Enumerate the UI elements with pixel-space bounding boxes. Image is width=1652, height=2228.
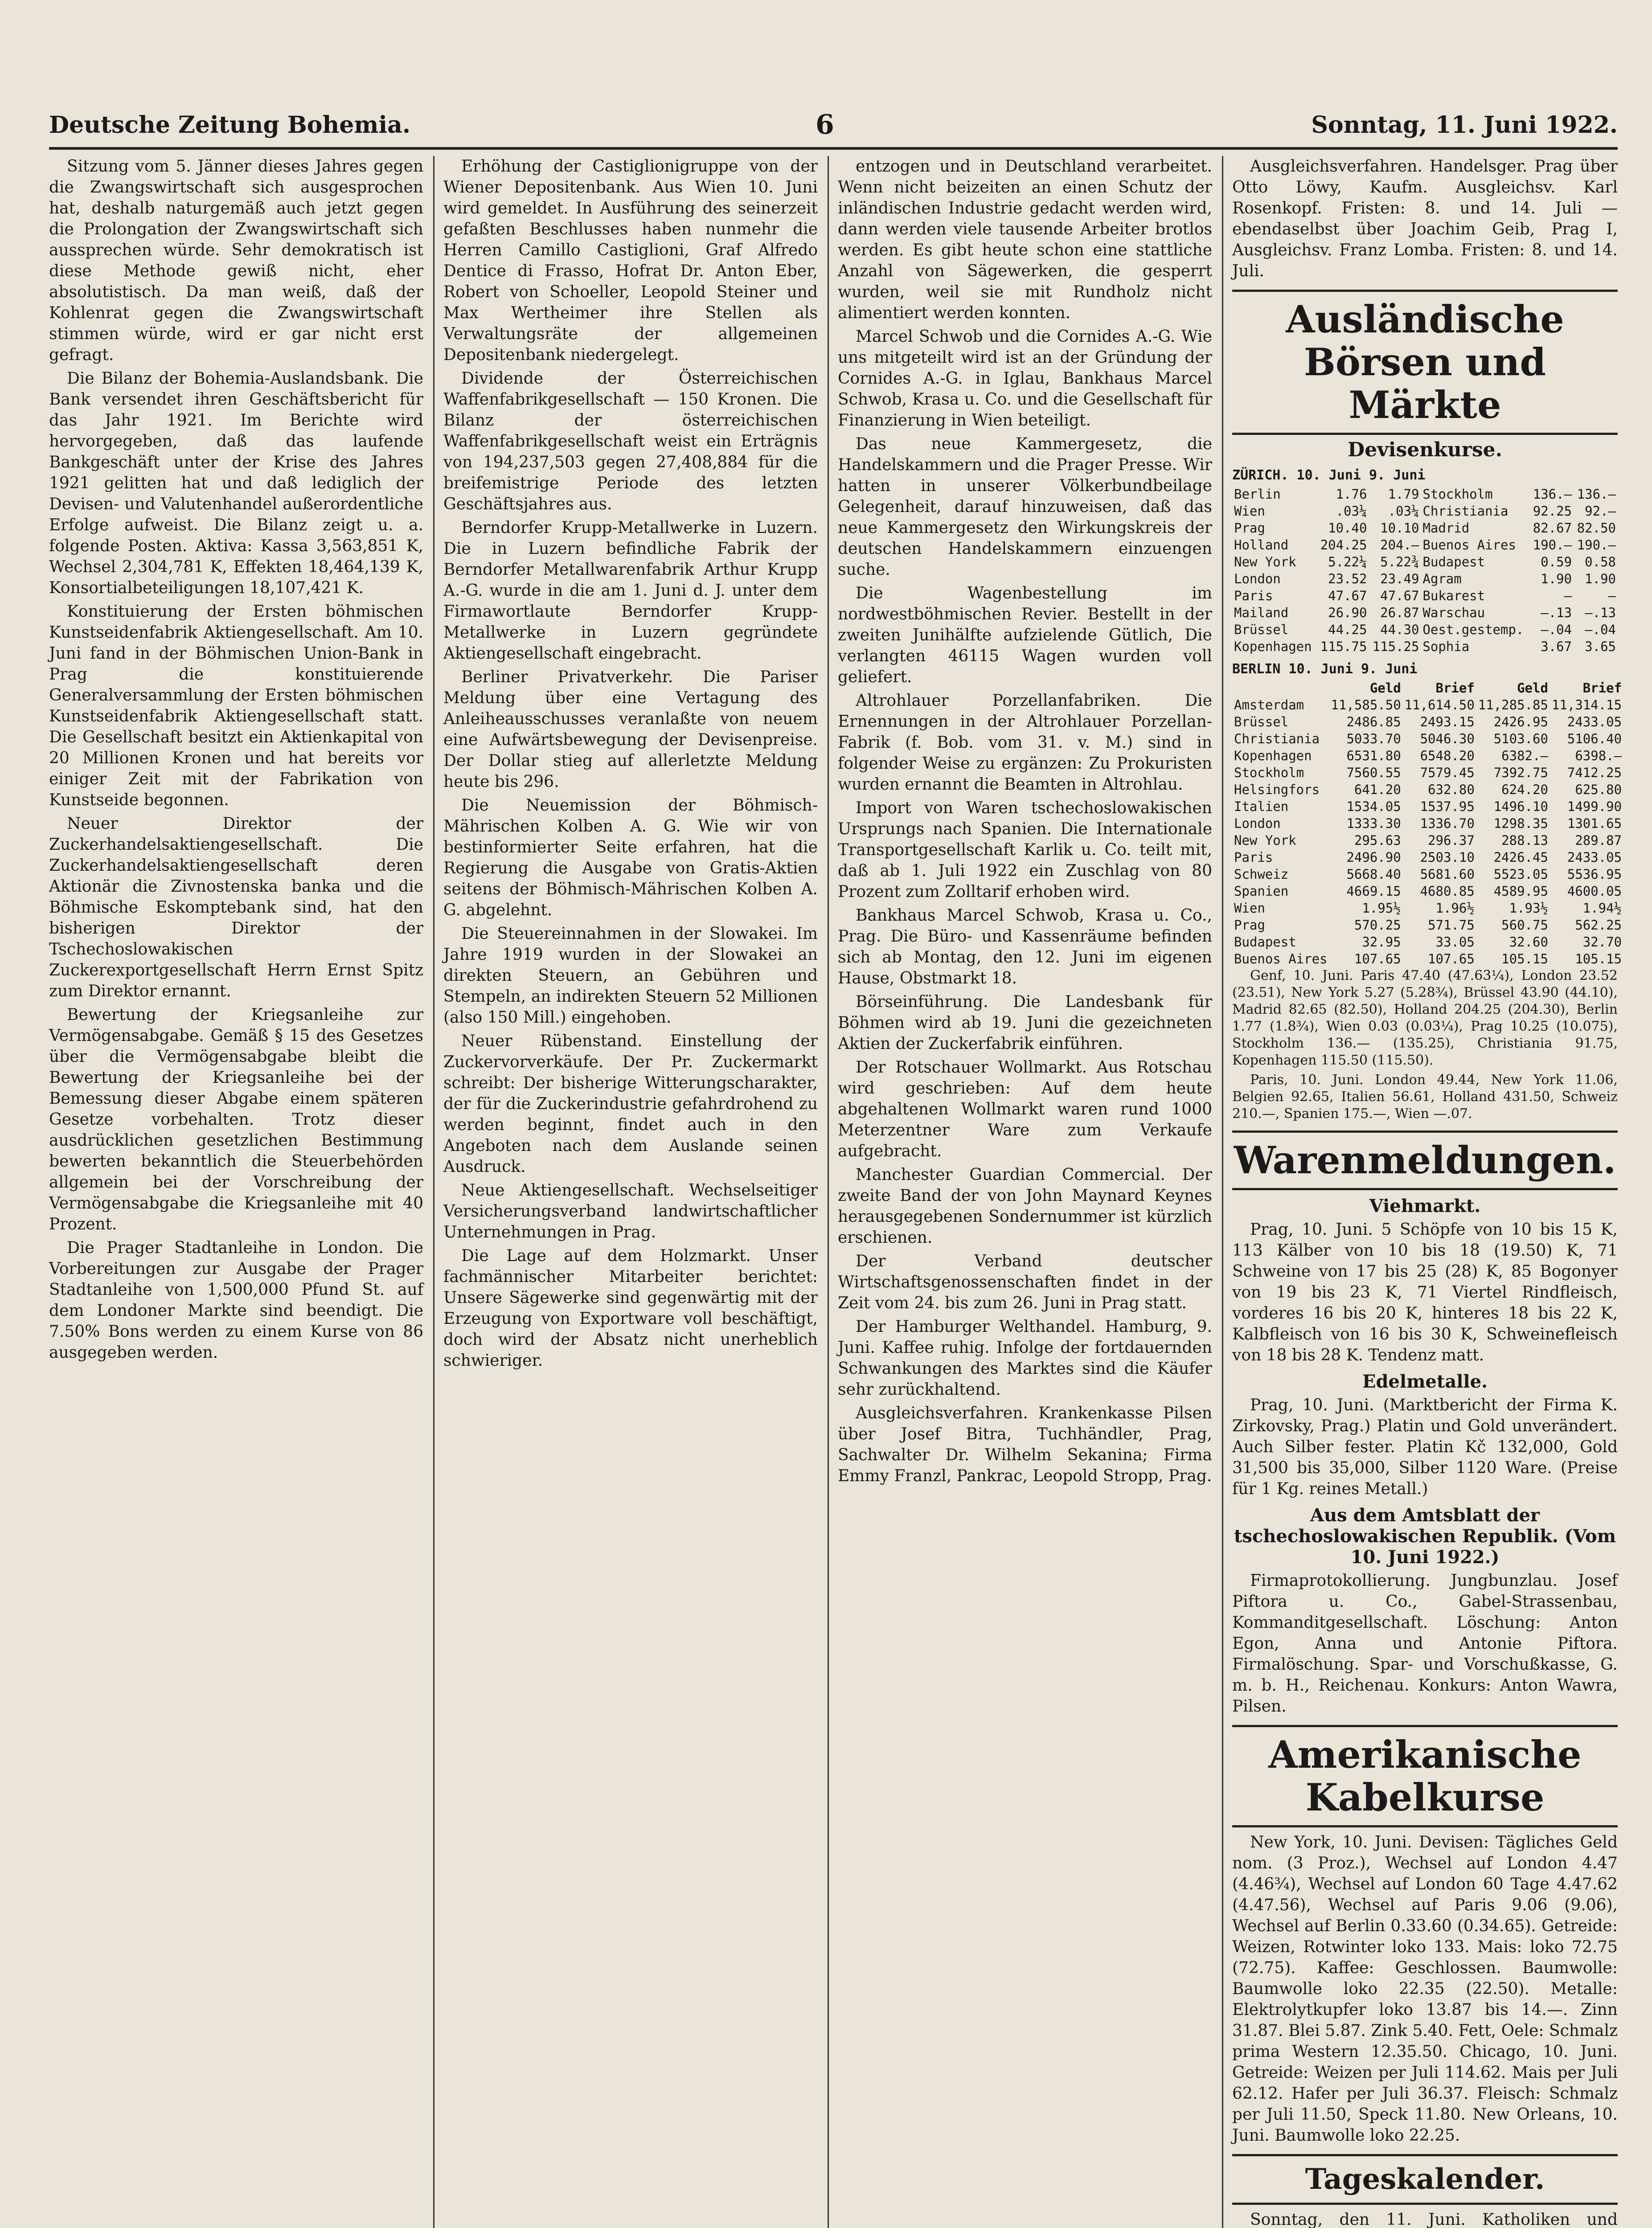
- table-cell: Prag: [1234, 520, 1265, 536]
- article: Berliner Privatverkehr. Die Pariser Meldung über eine Vertagung des Anleiheausschusses veranlaßte von neuem eine Aufwärtsbewegung der Devisenpreise. Der Dollar stieg auf allerletzte Meldung heute bis 296.: [443, 668, 818, 791]
- table-cell: 560.75: [1501, 917, 1548, 933]
- page-number: 6: [816, 109, 834, 140]
- article: Bewertung der Kriegsanleihe zur Vermögensabgabe. Gemäß § 15 des Gesetzes über die Vermögensabgabe bleibt die Bewertung der Kriegsanleihe bei der Bemessung dieser Abgabe einem späteren Gesetze vorbehalten. Trotz dieser ausdrücklichen gesetzlichen Bestimmung bewerten bekanntlich die Steuerbehörden allgemein bei der Vorschreibung der Vermögensabgabe die Kriegsanleihe mit 40 Prozent.: [49, 1006, 423, 1233]
- table-cell: Kopenhagen: [1234, 639, 1312, 654]
- table-cell: 5.22¼: [1328, 554, 1367, 569]
- table-cell: 3.65: [1585, 639, 1616, 654]
- table-cell: —: [1564, 588, 1572, 603]
- article: Der Hamburger Welthandel. Hamburg, 9. Juni. Kaffee ruhig. Infolge der fortdauernden Schwankungen des Marktes sind die Käufer sehr zurückhaltend.: [838, 1318, 1212, 1399]
- table-cell: Sophia: [1422, 639, 1470, 654]
- table-cell: 2496.90: [1346, 850, 1401, 865]
- article: Dividende der Österreichischen Waffenfabrikgesellschaft — 150 Kronen. Die Bilanz der österreichischen Waffenfabrikgesellschaft weist ein Erträgnis von 194,237,503 gegen 27,408,884 für die breifemistrige Periode des letzten Geschäftsjahres aus.: [443, 369, 818, 513]
- table-cell: Oest.gestemp.: [1422, 622, 1524, 637]
- table-cell: 0.58: [1585, 554, 1616, 569]
- table-cell: 204.—: [1380, 537, 1419, 553]
- berlin-rates-table: [1232, 680, 1623, 967]
- warenmeldungen-heading: Warenmeldungen.: [1232, 1130, 1618, 1190]
- table-row: [1232, 747, 1623, 764]
- table-cell: 26.87: [1380, 605, 1419, 620]
- table-cell: 32.70: [1582, 934, 1622, 950]
- article: Neuer Direktor der Zuckerhandelsaktiengesellschaft. Die Zuckerhandelsaktiengesellschaft deren Aktionär die Zivnostenska banka und die Böhmische Eskomptebank sind, hat den bisherigen Direktor der Tschechoslowakischen Zuckerexportgesellschaft Herrn Ernst Spitz zum Direktor ernannt.: [49, 815, 423, 1000]
- table-cell: 11,585.50: [1331, 697, 1401, 713]
- table-row: [1232, 798, 1623, 815]
- article: Die Bilanz der Bohemia-Auslandsbank. Die Bank versendet ihren Geschäftsbericht für das Jahr 1921. Im Berichte wird hervorgegeben, daß das laufende Bankgeschäft unter der Krise des Jahres 1921 gelitten hat und daß lediglich der Devisen- und Valutenhandel außerordentliche Erfolge aufweist. Die Bilanz zeigt u. a. folgende Posten. Aktiva: Kassa 3,563,851 K, Wechsel 2,304,781 K, Effekten 18,464,139 K, Konsortialbeteiligungen 18,107,421 K.: [49, 369, 423, 597]
- zurich-rates-table: [1232, 486, 1618, 655]
- table-cell: 5523.05: [1493, 867, 1548, 882]
- article: Ausgleichsverfahren. Krankenkasse Pilsen über Josef Bitra, Tuchhändler, Prag, Sachwalter Dr. Wilhelm Sekanina; Firma Emmy Franzl, Pankrac, Leopold Stropp, Prag.: [838, 1404, 1212, 1485]
- table-cell: 289.87: [1575, 833, 1622, 848]
- article: Konstituierung der Ersten böhmischen Kunstseidenfabrik Aktiengesellschaft. Am 10. Juni fand in der Böhmischen Union-Bank in Prag die konstituierende Generalversammlung der Ersten böhmischen Kunstseidenfabrik Aktiengesellschaft statt. Die Gesellschaft besitzt ein Aktienkapital von 20 Millionen Kronen und hat bereits vor einiger Zeit mit der Fabrikation von Kunstseide begonnen.: [49, 602, 423, 809]
- table-cell: Buenos Aires: [1422, 537, 1516, 553]
- tageskalender-heading: Tageskalender.: [1232, 2154, 1618, 2205]
- column-rule: [433, 156, 435, 2228]
- table-cell: Madrid: [1422, 520, 1470, 536]
- table-cell: Mailand: [1234, 605, 1289, 620]
- table-cell: 44.30: [1380, 622, 1419, 637]
- table-cell: 26.90: [1328, 605, 1367, 620]
- table-cell: —: [1608, 588, 1616, 603]
- table-cell: .03¼: [1336, 504, 1367, 519]
- article: Neuer Rübenstand. Einstellung der Zuckervorverkäufe. Der Pr. Zuckermarkt schreibt: Der bisherige Witterungscharakter, der für die Zuckerindustrie gefahrdrohend zu werden beginnt, findet auch in den Angeboten nach dem Auslande seinen Ausdruck.: [443, 1032, 818, 1176]
- table-cell: 44.25: [1328, 622, 1367, 637]
- table-cell: 4669.15: [1346, 884, 1401, 899]
- article: Marcel Schwob und die Cornides A.-G. Wie uns mitgeteilt wird ist an der Gründung der Cornides A.-G. in Iglau, Bankhaus Marcel Schwob, Krasa u. Co. und die Gesellschaft für Finanzierung in Wien beteiligt.: [838, 328, 1212, 430]
- column-header: Brief: [1435, 680, 1475, 696]
- column-1: [49, 156, 423, 2228]
- table-cell: Paris: [1234, 588, 1273, 603]
- table-row: [1232, 520, 1618, 537]
- table-cell: 7560.55: [1346, 765, 1401, 780]
- table-row: [1232, 934, 1623, 950]
- table-cell: 1.94½: [1582, 901, 1622, 916]
- article: Die Lage auf dem Holzmarkt. Unser fachmännischer Mitarbeiter berichtet: Unsere Sägewerke sind gegenwärtig mit der Erzeugung von Exportware voll beschäftigt, doch wird der Absatz nicht unerheblich schwieriger.: [443, 1247, 818, 1370]
- table-cell: Budapest: [1234, 934, 1296, 950]
- table-row: [1232, 587, 1618, 604]
- article: Der Verband deutscher Wirtschaftsgenossenschaften findet in der Zeit vom 24. bis zum 26. Juni in Prag statt.: [838, 1252, 1212, 1312]
- table-row: [1232, 553, 1618, 570]
- table-cell: 5681.60: [1420, 867, 1475, 882]
- table-cell: 1.76: [1336, 487, 1367, 502]
- column-rule: [1222, 156, 1223, 2228]
- table-cell: 105.15: [1501, 951, 1548, 967]
- table-cell: 190.—: [1533, 537, 1572, 553]
- table-cell: 107.65: [1428, 951, 1475, 967]
- table-cell: 5668.40: [1346, 867, 1401, 882]
- table-cell: Amsterdam: [1234, 697, 1304, 713]
- table-cell: 115.75: [1320, 639, 1367, 654]
- berlin-title: BERLIN 10. Juni 9. Juni: [1232, 661, 1418, 677]
- table-row: [1232, 900, 1623, 917]
- table-row: [1232, 713, 1623, 730]
- table-cell: 1.95½: [1362, 901, 1401, 916]
- column-header: Geld: [1517, 680, 1548, 696]
- table-cell: 5046.30: [1420, 731, 1475, 746]
- article: Altrohlauer Porzellanfabriken. Die Ernennungen in der Altrohlauer Porzellan-Fabrik (f. Bob. vom 31. v. M.) sind in folgender Weise zu ergänzen: Zu Prokuristen wurden ernannt die Beamten in Altrohlau.: [838, 692, 1212, 794]
- table-cell: Stockholm: [1422, 487, 1493, 502]
- table-cell: Wien: [1234, 901, 1265, 916]
- table-cell: 6548.20: [1420, 748, 1475, 763]
- table-cell: —.13: [1541, 605, 1572, 620]
- table-cell: Italien: [1234, 799, 1289, 814]
- table-cell: 136.—: [1533, 487, 1572, 502]
- table-cell: 23.49: [1380, 571, 1419, 586]
- table-cell: 1.90: [1585, 571, 1616, 586]
- table-row: [1232, 764, 1623, 781]
- table-cell: 33.05: [1435, 934, 1475, 950]
- genf-rates: Genf, 10. Juni. Paris 47.40 (47.63¼), London 23.52 (23.51), New York 5.27 (5.28¾), Brüssel 43.90 (44.10), Madrid 82.65 (82.50), Holland 204.25 (204.30), Berlin 1.77 (1.8¾), Wien 0.03 (0.03¼), Prag 10.25 (10.075), Stockholm 136.— (135.25), Christiania 91.75, Kopenhagen 115.50 (115.50).: [1232, 968, 1618, 1068]
- table-cell: 1537.95: [1420, 799, 1475, 814]
- table-cell: Christiania: [1422, 504, 1509, 519]
- table-cell: 1534.05: [1346, 799, 1401, 814]
- table-row: [1232, 883, 1623, 900]
- table-cell: 2486.85: [1346, 714, 1401, 729]
- article: Sitzung vom 5. Jänner dieses Jahres gegen die Zwangswirtschaft sich ausgesprochen hat, deshalb naturgemäß auch jetzt gegen die Prolongation der Zwangswirtschaft sich aussprechen würde. Sehr demokratisch ist diese Methode gewiß nicht, eher absolutistisch. Da man weiß, daß der Kohlenrat gegen die Zwangswirtschaft stimmen würde, wird er gar nicht erst gefragt.: [49, 157, 423, 364]
- newspaper-page: [49, 107, 1622, 2228]
- article: Manchester Guardian Commercial. Der zweite Band der von John Maynard Keynes herausgegebenen Sondernummer ist kürzlich erschienen.: [838, 1166, 1212, 1247]
- table-row: [1232, 621, 1618, 638]
- table-cell: 5536.95: [1567, 867, 1622, 882]
- table-row: [1232, 917, 1623, 934]
- table-cell: 7392.75: [1493, 765, 1548, 780]
- amtsblatt-text: Firmaprotokollierung. Jungbunzlau. Josef Piftora u. Co., Gabel-Strassenbau, Kommanditgesellschaft. Löschung: Anton Egon, Anna und Antonie Piftora. Firmalöschung. Spar- und Vorschußkasse, G. m. b. H., Reichenau. Konkurs: Anton Wawra, Pilsen.: [1232, 1572, 1618, 1716]
- edelmetalle-text: Prag, 10. Juni. (Marktbericht der Firma K. Zirkovsky, Prag.) Platin und Gold unverändert. Auch Silber fester. Platin Kč 132,000, Gold 31,500 bis 35,000, Silber 1120 Ware. (Preise für 1 Kg. reines Metall.): [1232, 1396, 1618, 1498]
- table-cell: 7579.45: [1420, 765, 1475, 780]
- table-cell: Wien: [1234, 504, 1265, 519]
- table-cell: Helsingfors: [1234, 782, 1320, 797]
- table-cell: 1.79: [1388, 487, 1419, 502]
- column-3: [838, 156, 1212, 2228]
- table-cell: 23.52: [1328, 571, 1367, 586]
- columns: [49, 156, 1622, 2228]
- article: Berndorfer Krupp-Metallwerke in Luzern. Die in Luzern befindliche Fabrik der Berndorfer Metallwarenfabrik Arthur Krupp A.-G. wurde in die am 1. Juni d. J. unter dem Firmawortlaute Berndorfer Krupp-Metallwerke in Luzern gegründete Aktiengesellschaft eingebracht.: [443, 519, 818, 663]
- masthead: Deutsche Zeitung Bohemia.: [49, 111, 410, 139]
- column-header: Geld: [1369, 680, 1401, 696]
- viehmarkt-heading: Viehmarkt.: [1369, 1196, 1481, 1216]
- table-row: [1232, 604, 1618, 621]
- table-cell: 6531.80: [1346, 748, 1401, 763]
- viehmarkt-text: Prag, 10. Juni. 5 Schöpfe von 10 bis 15 K, 113 Kälber von 10 bis 18 (19.50) K, 71 Schweine von 17 bis 25 (28) K, 85 Bogonyer von 19 bis 23 K, 71 Viertel Rindfleisch, vorderes 16 bis 20 K, hinteres 18 bis 22 K, Kalbfleisch von 16 bis 30 K, Schweinefleisch von 18 bis 28 K. Tendenz matt.: [1232, 1220, 1618, 1364]
- table-row: [1232, 781, 1623, 798]
- article: Die Prager Stadtanleihe in London. Die Vorbereitungen zur Ausgabe der Prager Stadtanleihe von 1,500,000 Pfund St. auf dem Londoner Markte sind beendigt. Die 7.50% Bons werden zu einem Kurse von 86 ausgegeben werden.: [49, 1239, 423, 1362]
- table-cell: 47.67: [1328, 588, 1367, 603]
- table-row: [1232, 730, 1623, 747]
- table-cell: 2433.05: [1567, 850, 1622, 865]
- table-cell: 4680.85: [1420, 884, 1475, 899]
- table-cell: Berlin: [1234, 487, 1281, 502]
- table-row: [1232, 866, 1623, 883]
- table-cell: Bukarest: [1422, 588, 1485, 603]
- article: Die Wagenbestellung im nordwestböhmischen Revier. Bestellt in der zweiten Junihälfte aufzielende Gütlich, Die verlangten 46115 Wagen wurden voll geliefert.: [838, 584, 1212, 686]
- table-cell: 1298.35: [1493, 816, 1548, 831]
- table-cell: 1496.10: [1493, 799, 1548, 814]
- table-row: [1232, 638, 1618, 655]
- table-cell: 6398.—: [1575, 748, 1622, 763]
- table-cell: 0.59: [1541, 554, 1572, 569]
- table-row: [1232, 570, 1618, 587]
- table-cell: 47.67: [1380, 588, 1419, 603]
- column-2: [443, 156, 818, 2228]
- table-cell: 5033.70: [1346, 731, 1401, 746]
- article: Neue Aktiengesellschaft. Wechselseitiger Versicherungsverband landwirtschaftlicher Unternehmungen in Prag.: [443, 1181, 818, 1241]
- boersen-heading: Ausländische Börsen und Märkte: [1232, 290, 1618, 435]
- table-cell: 2426.95: [1493, 714, 1548, 729]
- table-row: [1232, 696, 1623, 713]
- table-cell: 92.—: [1585, 504, 1616, 519]
- table-cell: 32.95: [1362, 934, 1401, 950]
- paris-rates: Paris, 10. Juni. London 49.44, New York 11.06, Belgien 92.65, Italien 56.61, Holland 431.50, Schweiz 210.—, Spanien 175.—, Wien —.07.: [1232, 1072, 1618, 1122]
- table-cell: Budapest: [1422, 554, 1485, 569]
- table-cell: Warschau: [1422, 605, 1485, 620]
- table-cell: 1.90: [1541, 571, 1572, 586]
- table-cell: 3.67: [1541, 639, 1572, 654]
- article: Der Rotschauer Wollmarkt. Aus Rotschau wird geschrieben: Auf dem heute abgehaltenen Wollmarkt waren rund 1000 Meterzentner Ware zum Verkaufe aufgebracht.: [838, 1058, 1212, 1160]
- article: Bankhaus Marcel Schwob, Krasa u. Co., Prag. Die Büro- und Kassenräume befinden sich ab Montag, den 12. Juni im eigenen Hause, Obstmarkt 18.: [838, 906, 1212, 987]
- table-cell: New York: [1234, 554, 1296, 569]
- zurich-title: ZÜRICH. 10. Juni 9. Juni: [1232, 467, 1426, 483]
- table-cell: 562.25: [1575, 917, 1622, 933]
- table-cell: 625.80: [1575, 782, 1622, 797]
- table-cell: 641.20: [1354, 782, 1401, 797]
- table-cell: 571.75: [1428, 917, 1475, 933]
- table-cell: 190.—: [1577, 537, 1616, 553]
- table-cell: 105.15: [1575, 951, 1622, 967]
- table-cell: 1336.70: [1420, 816, 1475, 831]
- table-cell: 10.40: [1328, 520, 1367, 536]
- table-cell: 11,314.15: [1551, 697, 1622, 713]
- kabelkurse-heading: Amerikanische Kabelkurse: [1232, 1725, 1618, 1827]
- table-cell: —.13: [1585, 605, 1616, 620]
- table-cell: Schweiz: [1234, 867, 1289, 882]
- table-cell: Paris: [1234, 850, 1273, 865]
- table-cell: 10.10: [1380, 520, 1419, 536]
- table-cell: 1499.90: [1567, 799, 1622, 814]
- table-cell: 11,614.50: [1404, 697, 1475, 713]
- table-cell: —.04: [1585, 622, 1616, 637]
- table-cell: Christiania: [1234, 731, 1320, 746]
- table-cell: 6382.—: [1501, 748, 1548, 763]
- table-cell: 570.25: [1354, 917, 1401, 933]
- table-cell: Holland: [1234, 537, 1289, 553]
- table-row: [1232, 832, 1623, 849]
- table-row: [1232, 537, 1618, 553]
- table-row: [1232, 815, 1623, 832]
- table-cell: 82.50: [1577, 520, 1616, 536]
- issue-date: Sonntag, 11. Juni 1922.: [1311, 111, 1618, 139]
- column-header: [1232, 680, 1329, 696]
- tageskalender-text: Sonntag, den 11. Juni. Katholiken und: [1250, 2211, 1618, 2228]
- table-cell: 11,285.85: [1478, 697, 1548, 713]
- article: Börseinführung. Die Landesbank für Böhmen wird ab 19. Juni die gezeichneten Aktien der Zuckerfabrik einführen.: [838, 993, 1212, 1053]
- table-cell: 296.37: [1428, 833, 1475, 848]
- article: Die Steuereinnahmen in der Slowakei. Im Jahre 1919 wurden in der Slowakei an direkten Steuern, an Gebühren und Stempeln, an indirekten Steuern 52 Millionen (also 150 Mill.) eingehoben.: [443, 925, 818, 1027]
- table-cell: 4589.95: [1493, 884, 1548, 899]
- table-cell: Buenos Aires: [1234, 951, 1328, 967]
- table-cell: 2426.45: [1493, 850, 1548, 865]
- table-cell: 92.25: [1533, 504, 1572, 519]
- amtsblatt-heading: Aus dem Amtsblatt der tschechoslowakischen Republik. (Vom 10. Juni 1922.): [1234, 1505, 1616, 1568]
- table-cell: Stockholm: [1234, 765, 1304, 780]
- table-cell: 1333.30: [1346, 816, 1401, 831]
- table-cell: 5.22¾: [1380, 554, 1419, 569]
- table-header-row: [1232, 680, 1623, 696]
- table-cell: London: [1234, 816, 1281, 831]
- edelmetalle-heading: Edelmetalle.: [1362, 1371, 1488, 1392]
- table-cell: 7412.25: [1567, 765, 1622, 780]
- table-row: [1232, 950, 1623, 967]
- kabelkurse-text: New York, 10. Juni. Devisen: Tägliches Geld nom. (3 Proz.), Wechsel auf London 4.47 (4.46¾), Wechsel auf London 60 Tage 4.47.62 (4.47.56), Wechsel auf Paris 9.06 (9.06), Wechsel auf Berlin 0.33.60 (0.34.65). Getreide: Weizen, Rotwinter loko 133. Mais: loko 72.75 (72.75). Kaffee: Geschlossen. Baumwolle: Baumwolle loko 22.35 (22.50). Metalle: Elektrolytkupfer loko 13.87 bis 14.—. Zinn 31.87. Blei 5.87. Zink 5.40. Fett, Oele: Schmalz prima Western 12.35.50. Chicago, 10. Juni. Getreide: Weizen per Juli 114.62. Mais per Juli 62.12. Hafer per Juli 36.37. Fleisch: Schmalz per Juli 11.50, Speck 11.80. New Orleans, 10. Juni. Baumwolle loko 22.25.: [1232, 1833, 1618, 2145]
- article: Ausgleichsverfahren. Handelsger. Prag über Otto Löwy, Kaufm. Ausgleichsv. Karl Rosenkopf. Fristen: 8. und 14. Juli — ebendaselbst über Joachim Geib, Prag I, Ausgleichsv. Franz Lomba. Fristen: 8. und 14. Juli.: [1232, 157, 1618, 280]
- table-cell: Kopenhagen: [1234, 748, 1312, 763]
- table-cell: 115.25: [1372, 639, 1419, 654]
- table-cell: 1.96½: [1435, 901, 1475, 916]
- table-cell: Brüssel: [1234, 622, 1289, 637]
- table-cell: 624.20: [1501, 782, 1548, 797]
- table-cell: 32.60: [1509, 934, 1548, 950]
- devisenkurse-heading: Devisenkurse.: [1348, 438, 1502, 461]
- table-row: [1232, 486, 1618, 503]
- table-cell: Brüssel: [1234, 714, 1289, 729]
- table-cell: Prag: [1234, 917, 1265, 933]
- table-cell: —.04: [1541, 622, 1572, 637]
- table-cell: London: [1234, 571, 1281, 586]
- table-cell: 204.25: [1320, 537, 1367, 553]
- column-rule: [828, 156, 829, 2228]
- article: Import von Waren tschechoslowakischen Ursprungs nach Spanien. Die Internationale Transportgesellschaft Karlik u. Co. teilt mit, daß ab 1. Juli 1922 ein Zuschlag von 80 Prozent zum Zolltarif erhoben wird.: [838, 799, 1212, 901]
- table-cell: 632.80: [1428, 782, 1475, 797]
- table-cell: 2503.10: [1420, 850, 1475, 865]
- table-cell: 4600.05: [1567, 884, 1622, 899]
- table-cell: 136.—: [1577, 487, 1616, 502]
- table-cell: 1301.65: [1567, 816, 1622, 831]
- page-header: [49, 107, 1618, 150]
- table-row: [1232, 849, 1623, 866]
- table-cell: 295.63: [1354, 833, 1401, 848]
- table-row: [1232, 503, 1618, 520]
- table-cell: 82.67: [1533, 520, 1572, 536]
- table-cell: 5106.40: [1567, 731, 1622, 746]
- table-cell: 1.93½: [1509, 901, 1548, 916]
- table-cell: 5103.60: [1493, 731, 1548, 746]
- table-cell: New York: [1234, 833, 1296, 848]
- table-cell: 288.13: [1501, 833, 1548, 848]
- article: entzogen und in Deutschland verarbeitet. Wenn nicht beizeiten an einen Schutz der inländischen Industrie gedacht werden wird, dann werden viele tausende Arbeiter brotlos werden. Es gibt heute schon eine stattliche Anzahl von Sägewerken, die gesperrt wurden, weil sie mit Rundholz nicht alimentiert werden konnten.: [838, 157, 1212, 322]
- table-cell: Agram: [1422, 571, 1462, 586]
- article: Das neue Kammergesetz, die Handelskammern und die Prager Presse. Wir hatten in unserer Völkerbundbeilage Gelegenheit, darauf hinzuweisen, daß das neue Kammergesetz den Wirkungskreis der deutschen Handelskammern einzuengen suche.: [838, 435, 1212, 579]
- table-cell: .03¼: [1388, 504, 1419, 519]
- article: Erhöhung der Castiglionigruppe von der Wiener Depositenbank. Aus Wien 10. Juni wird gemeldet. In Ausführung des seinerzeit gefaßten Beschlusses haben nunmehr die Herren Camillo Castiglioni, Graf Alfredo Dentice di Frasso, Hofrat Dr. Anton Eber, Robert von Schoeller, Leopold Steiner und Max Wertheimer ihre Stellen als Verwaltungsräte der allgemeinen Depositenbank niedergelegt.: [443, 157, 818, 364]
- article: Die Neuemission der Böhmisch-Mährischen Kolben A. G. Wie wir von bestinformierter Seite erfahren, hat die Regierung die Ausgabe von Gratis-Aktien seitens der Böhmisch-Mährischen Kolben A. G. abgelehnt.: [443, 796, 818, 919]
- column-header: Brief: [1582, 680, 1622, 696]
- table-cell: 2433.05: [1567, 714, 1622, 729]
- column-4: [1232, 156, 1622, 2228]
- table-cell: 107.65: [1354, 951, 1401, 967]
- table-cell: Spanien: [1234, 884, 1289, 899]
- table-cell: 2493.15: [1420, 714, 1475, 729]
